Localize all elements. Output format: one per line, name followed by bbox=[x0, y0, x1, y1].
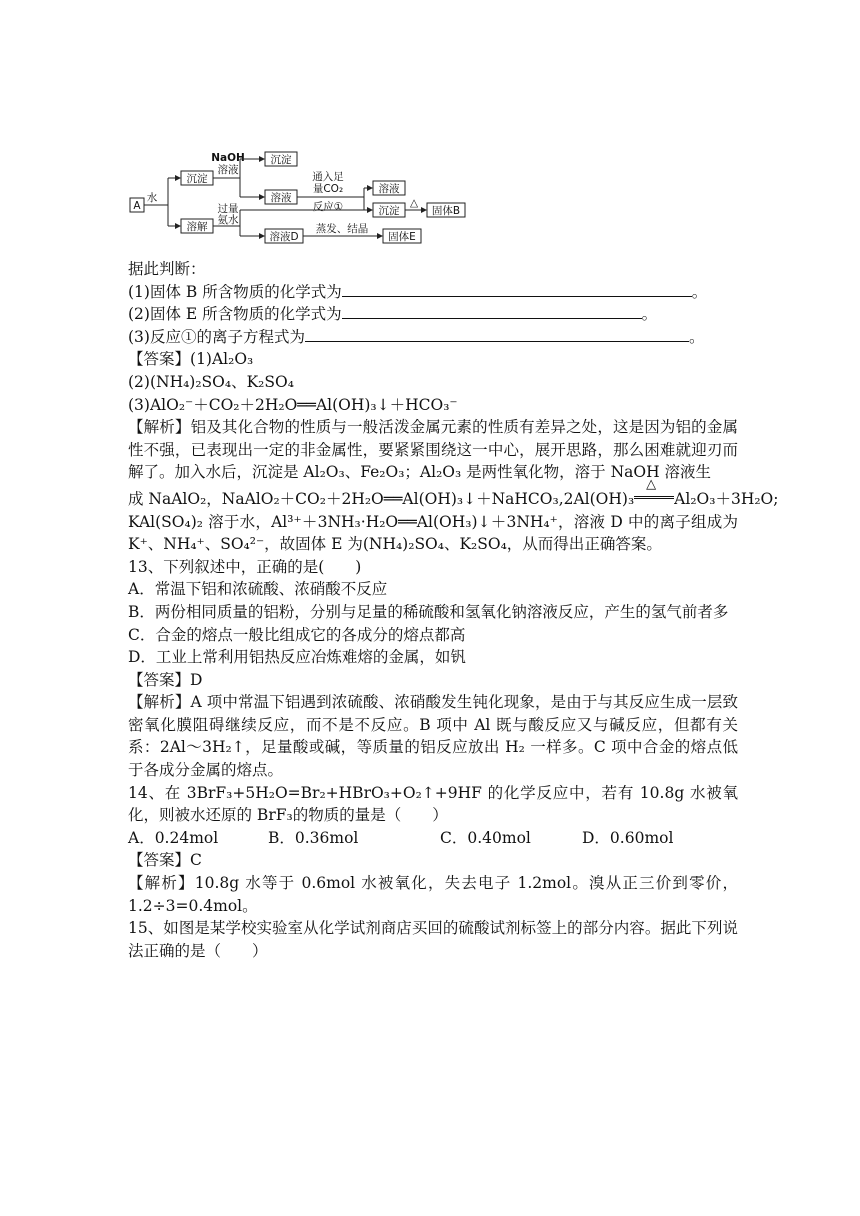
naoh-label-1: NaOH bbox=[211, 152, 245, 164]
excess-label-2: 氨水 bbox=[217, 214, 239, 226]
heat-symbol: △ bbox=[409, 197, 419, 209]
q13-stem: 13、下列叙述中，正确的是( ) bbox=[128, 557, 362, 576]
q14-stem: 14、在 3BrF₃+5H₂O=Br₂+HBrO₃+O₂↑+9HF 的化学反应中，若有 10.8g 水被氧化，则被水还原的 BrF₃的物质的量是（ ） bbox=[128, 783, 738, 825]
q15-stem: 15、如图是某学校实验室从化学试剂商店买回的硫酸试剂标签上的部分内容。据此下列说法正确的是（ ） bbox=[128, 919, 738, 960]
q14-option-b: B．0.36mol bbox=[268, 828, 359, 847]
q12-answer-3: (3)AlO₂⁻＋CO₂＋2H₂O══Al(OH)₃↓＋HCO₃⁻ bbox=[128, 395, 458, 414]
solid-b-box: 固体B bbox=[431, 205, 461, 217]
q12-explanation-1: 【解析】铝及其化合物的性质与一般活泼金属元素的性质有差异之处，这是因为铝的金属性不强，已表现出一定的非金属性，要紧紧围绕这一中心，展开思路，那么困难就迎刃而解了。加入水后，沉淀是 Al₂O₃、Fe₂O₃；Al₂O₃ 是两性氧化物，溶于 NaOH 溶液生 bbox=[128, 418, 738, 482]
q12-part2: (2)固体 E 所含物质的化学式为 。 bbox=[128, 305, 658, 324]
q14-option-d: D．0.60mol bbox=[582, 828, 674, 847]
box-a-label: A bbox=[133, 200, 141, 212]
precipitate-box: 沉淀 bbox=[186, 173, 208, 185]
q13-answer: 【答案】D bbox=[128, 670, 203, 689]
q14-option-a: A．0.24mol bbox=[128, 828, 219, 847]
solid-e-box: 固体E bbox=[388, 231, 416, 243]
q14-options bbox=[128, 827, 738, 850]
dissolve-box: 溶解 bbox=[186, 221, 208, 233]
q12-part1: (1)固体 B 所含物质的化学式为 。 bbox=[128, 282, 708, 301]
solution-box-1: 溶液 bbox=[270, 192, 292, 204]
q12-part3: (3)反应①的离子方程式为 。 bbox=[128, 327, 705, 346]
evap-label: 蒸发、结晶 bbox=[315, 223, 369, 235]
flow-diagram bbox=[128, 148, 488, 250]
q14-option-c: C．0.40mol bbox=[440, 828, 531, 847]
q14-answer: 【答案】C bbox=[128, 851, 202, 870]
co2-label-2: 量CO₂ bbox=[312, 183, 344, 195]
q14-explanation: 【解析】10.8g 水等于 0.6mol 水被氧化，失去电子 1.2mol。溴从正三价到零价，1.2÷3=0.4mol。 bbox=[128, 874, 738, 915]
q12-answer-1: 【答案】(1)Al₂O₃ bbox=[128, 350, 254, 369]
solution-box-2: 溶液 bbox=[378, 183, 400, 195]
co2-label-3: 反应① bbox=[312, 201, 344, 213]
q12-explanation-2: 成 NaAlO₂，NaAlO₂＋CO₂＋2H₂O══Al(OH)₃↓＋NaHCO₃,2Al(OH)₃ △ Al₂O₃＋3H₂O; bbox=[128, 476, 779, 508]
excess-label-1: 过量 bbox=[217, 203, 239, 215]
water-label: 水 bbox=[146, 192, 158, 204]
q12-intro: 据此判断： bbox=[128, 260, 206, 278]
q13-option-b: B．两份相同质量的铝粉，分别与足量的稀硫酸和氢氧化钠溶液反应，产生的氢气前者多 bbox=[128, 602, 729, 621]
precipitate-box-2: 沉淀 bbox=[270, 154, 292, 166]
q13-option-a: A．常温下铝和浓硫酸、浓硝酸不反应 bbox=[128, 580, 388, 599]
q12-explanation-3: KAl(SO₄)₂ 溶于水，Al³⁺＋3NH₃·H₂O══Al(OH₃)↓＋3NH₄⁺，溶液 D 中的离子组成为 K⁺、NH₄⁺、SO₄²⁻，故固体 E 为(NH₄)₂SO₄、K₂SO₄，从而得出正确答案。 bbox=[128, 512, 738, 554]
q13-explanation: 【解析】A 项中常温下铝遇到浓硫酸、浓硝酸发生钝化现象，是由于与其反应生成一层致密氧化膜阻碍继续反应，而不是不反应。B 项中 Al 既与酸反应又与碱反应，但都有关系：2Al～3H₂↑，足量酸或碱，等质量的铝反应放出 H₂ 一样多。C 项中合金的熔点低于各成分金属的熔点。 bbox=[128, 693, 738, 780]
precipitate-box-3: 沉淀 bbox=[378, 205, 400, 217]
question-content bbox=[128, 258, 779, 962]
q13-option-c: C．合金的熔点一般比组成它的各成分的熔点都高 bbox=[128, 625, 466, 644]
q13-option-d: D．工业上常利用铝热反应冶炼难熔的金属，如钒 bbox=[128, 648, 466, 667]
co2-label-1: 通入足 bbox=[312, 171, 344, 183]
q12-answer-2: (2)(NH₄)₂SO₄、K₂SO₄ bbox=[128, 372, 294, 391]
naoh-label-2: 溶液 bbox=[217, 164, 239, 176]
solution-d-box: 溶液D bbox=[269, 231, 299, 243]
